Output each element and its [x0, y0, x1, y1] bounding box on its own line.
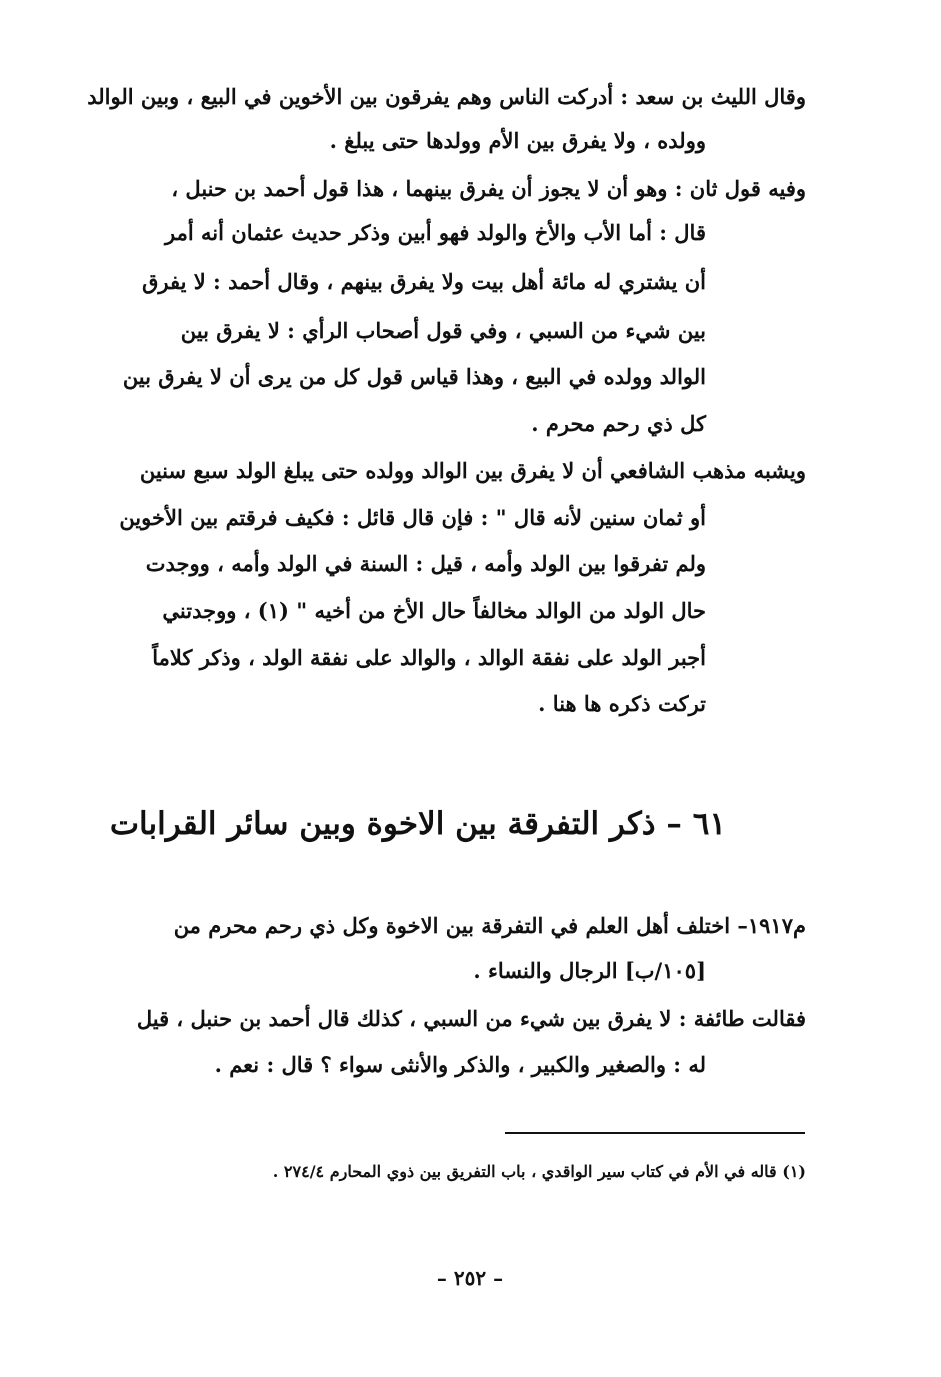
- text-line: أجبر الولد على نفقة الوالد ، والوالد على نفقة الولد ، وذكر كلاماً: [152, 645, 706, 670]
- page-number: – ٢٥٢ –: [436, 1266, 504, 1290]
- text-line: له : والصغير والكبير ، والذكر والأنثى سواء ؟ قال : نعم .: [214, 1052, 706, 1077]
- text-line: وقال الليث بن سعد : أدركت الناس وهم يفرقون بين الأخوين في البيع ، وبين الوالد: [87, 84, 806, 109]
- section-heading: ٦١ – ذكر التفرقة بين الاخوة وبين سائر القرابات: [109, 806, 726, 842]
- text-line: تركت ذكره ها هنا .: [538, 691, 706, 716]
- text-line: أو ثمان سنين لأنه قال " : فإن قال قائل : فكيف فرقتم بين الأخوين: [119, 505, 706, 530]
- text-line: أن يشتري له مائة أهل بيت ولا يفرق بينهم ، وقال أحمد : لا يفرق: [142, 269, 706, 294]
- text-line: وفيه قول ثان : وهو أن لا يجوز أن يفرق بينهما ، هذا قول أحمد بن حنبل ،: [171, 176, 806, 201]
- text-line: كل ذي رحم محرم .: [531, 411, 706, 436]
- text-line: وولده ، ولا يفرق بين الأم وولدها حتى يبلغ .: [329, 128, 706, 153]
- text-line: [١٠٥/ب] الرجال والنساء .: [473, 958, 706, 983]
- text-line: قال : أما الأب والأخ والولد فهو أبين وذكر حديث عثمان أنه أمر: [165, 220, 706, 245]
- text-line: فقالت طائفة : لا يفرق بين شيء من السبي ، كذلك قال أحمد بن حنبل ، قيل: [136, 1006, 806, 1031]
- text-line: م١٩١٧– اختلف أهل العلم في التفرقة بين الاخوة وكل ذي رحم محرم من: [173, 913, 806, 938]
- text-line: ويشبه مذهب الشافعي أن لا يفرق بين الوالد وولده حتى يبلغ الولد سبع سنين: [139, 458, 806, 483]
- footnote: (١) قاله في الأم في كتاب سير الواقدي ، باب التفريق بين ذوي المحارم ٢٧٤/٤ .: [272, 1162, 806, 1181]
- text-line: الوالد وولده في البيع ، وهذا قياس قول كل من يرى أن لا يفرق بين: [122, 364, 706, 389]
- text-line: ولم تفرقوا بين الولد وأمه ، قيل : السنة في الولد وأمه ، ووجدت: [145, 551, 706, 576]
- footnote-separator: [505, 1132, 805, 1134]
- text-line: حال الولد من الوالد مخالفاً حال الأخ من أخيه " (١) ، ووجدتني: [162, 598, 706, 623]
- text-line: بين شيء من السبي ، وفي قول أصحاب الرأي : لا يفرق بين: [180, 318, 706, 343]
